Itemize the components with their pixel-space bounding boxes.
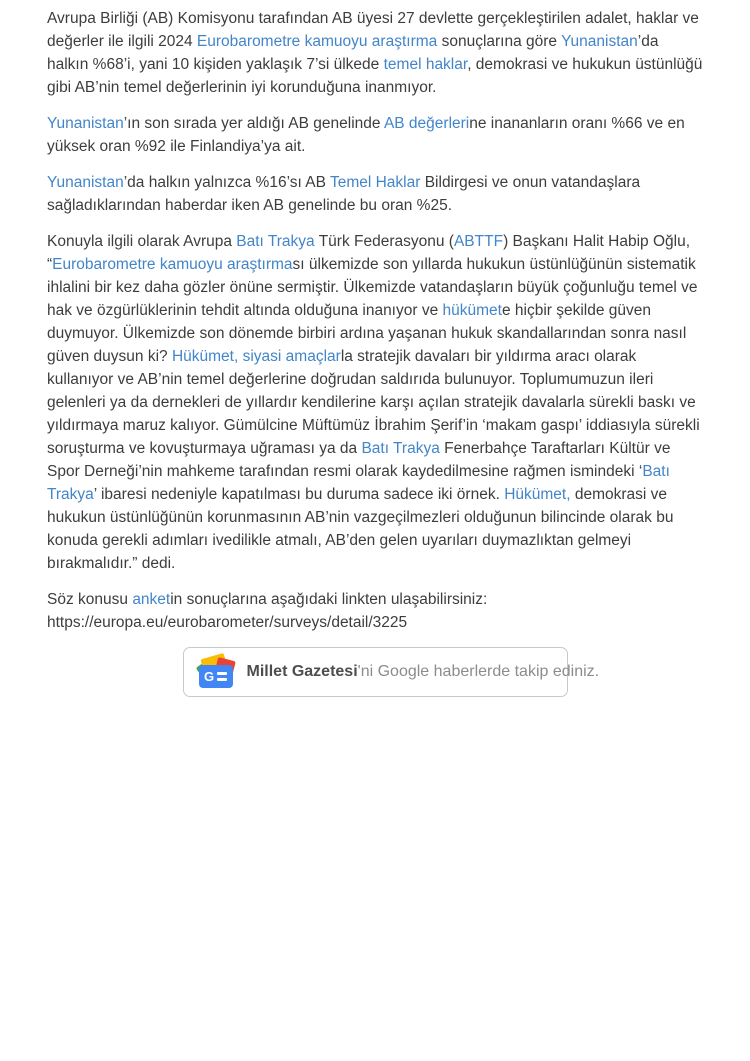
text-run: Konuyla ilgili olarak Avrupa <box>47 233 237 250</box>
inline-link[interactable]: ABTTF <box>453 233 504 250</box>
text-run: sonuçlarına göre <box>437 33 562 50</box>
text-run: ) Başkanı Halit Habip Oğlu, “ <box>47 233 691 273</box>
text-run: demokrasi ve hukukun üstünlüğünün korunmasının AB’nin vazgeçilmezleri olduğunun bilincinde olarak bu konuda gerekli adımları ivedilikle atmalı, AB’den gelen uyarıları duymazlıktan gelmeyi bırakmalıdır.” dedi. <box>47 486 674 572</box>
inline-link[interactable]: Hükümet, <box>504 486 571 503</box>
text-run: ’da halkın %68’i, yani 10 kişiden yaklaşık 7’si ülkede <box>47 33 659 73</box>
text-run: , demokrasi ve hukukun üstünlüğü gibi AB’nin temel değerlerinin iyi korunduğuna inanmıyor. <box>47 56 703 96</box>
google-news-icon <box>198 654 234 690</box>
google-news-icon-g-letter: G <box>203 669 215 684</box>
text-run: la stratejik davaları bir yıldırma aracı olarak kullanıyor ve AB’nin temel değerlerine doğrudan saldırıda bulunuyor. Toplumumuzun ileri gelenleri ya da dernekleri de yıllardır kendilerine karşı açılan stratejik davalarla sürekli baskı ve yıldırmaya maruz kalıyor. Gümülcine Müftümüz İbrahim Şerif’in ‘makam gaspı’ iddiasıyla sürekli soruşturma ve kovuşturmaya uğraması ya da <box>47 348 700 457</box>
text-run: Fenerbahçe Taraftarları Kültür ve Spor Derneği’nin mahkeme tarafından resmi olarak kaydedilmesine rağmen ismindeki ‘ <box>47 440 671 480</box>
text-run: in sonuçlarına aşağıdaki linkten ulaşabilirsiniz: <box>170 591 488 608</box>
inline-link[interactable]: Batı Trakya <box>236 233 315 250</box>
google-news-icon-lines <box>217 669 227 684</box>
text-run: sı ülkemizde son yıllarda hukukun üstünlüğünün sistematik ihlalini bir kez daha gözler önüne sermiştir. Ülkemizde vatandaşların büyük çoğunluğu temel ve hak ve özgürlüklerinin tehdit altında olduğuna inanıyor ve <box>47 256 698 319</box>
inline-link[interactable]: anket <box>132 591 171 608</box>
inline-link[interactable]: Batı Trakya <box>361 440 440 457</box>
inline-link[interactable]: Eurobarometre kamuoyu araştırma <box>196 33 438 50</box>
text-run: https://europa.eu/eurobarometer/surveys/detail/3225 <box>47 614 408 631</box>
inline-link[interactable]: hükümet <box>442 302 502 319</box>
text-run: Söz konusu <box>47 591 133 608</box>
text-run: ne inananların oranı %66 ve en yüksek oran %92 ile Finlandiya’ya ait. <box>47 115 685 155</box>
text-run: Millet Gazetesi <box>246 663 358 680</box>
paragraph <box>47 7 703 99</box>
inline-link[interactable]: Batı Trakya <box>47 463 670 503</box>
google-news-follow-badge[interactable] <box>183 647 600 697</box>
google-news-icon-blue-shape <box>199 665 233 688</box>
text-run: 'ni Google haberlerde takip ediniz. <box>357 663 600 680</box>
inline-link[interactable]: Yunanistan <box>561 33 638 50</box>
follow-badge-text <box>247 662 600 682</box>
text-run: Türk Federasyonu ( <box>314 233 454 250</box>
paragraph <box>47 230 703 575</box>
inline-link[interactable]: Yunanistan <box>47 115 124 132</box>
text-run: Avrupa Birliği (AB) Komisyonu tarafından AB üyesi 27 devlette gerçekleştirilen adalet, haklar ve değerler ile ilgili 2024 <box>47 10 699 50</box>
text-run: ’da halkın yalnızca %16’sı AB <box>123 174 330 191</box>
inline-link[interactable]: temel haklar <box>383 56 468 73</box>
inline-link[interactable]: Hükümet, <box>171 348 239 365</box>
inline-link[interactable]: Eurobarometre kamuoyu araştırma <box>52 256 293 273</box>
paragraph <box>47 171 703 217</box>
inline-link[interactable]: AB değerleri <box>383 115 470 132</box>
paragraph <box>47 588 703 634</box>
text-run: ’ ibaresi nedeniyle kapatılması bu duruma sadece iki örnek. <box>93 486 505 503</box>
text-run: e hiçbir şekilde güven duymuyor. Ülkemizde son dönemde birbiri ardına yaşanan hukuk skandallarından sonra nasıl güven duysun ki? <box>47 302 687 365</box>
inline-link[interactable]: Temel Haklar <box>329 174 421 191</box>
inline-link[interactable]: Yunanistan <box>47 174 124 191</box>
paragraph <box>47 112 703 158</box>
text-run: Bildirgesi ve onun vatandaşlara sağladıklarından haberdar iken AB genelinde bu oran %25. <box>47 174 641 214</box>
inline-link[interactable]: siyasi amaçlar <box>242 348 341 365</box>
text-run: ’ın son sırada yer aldığı AB genelinde <box>123 115 384 132</box>
